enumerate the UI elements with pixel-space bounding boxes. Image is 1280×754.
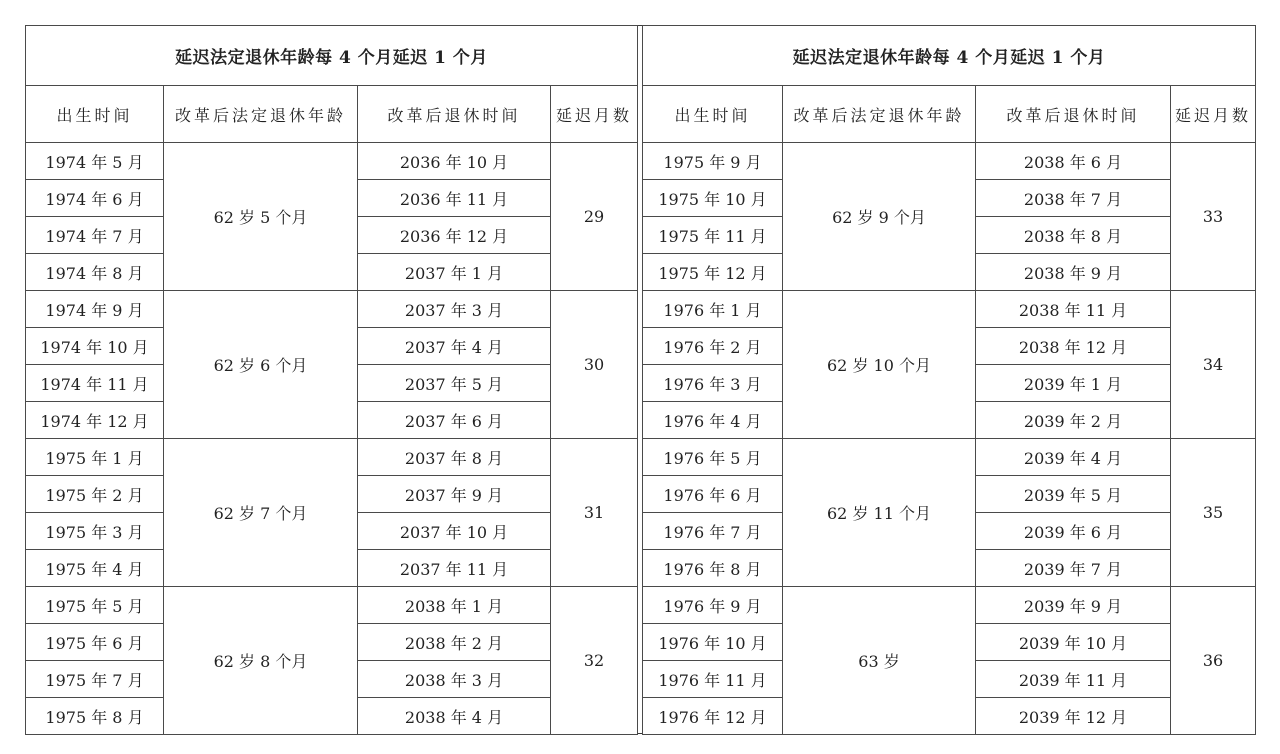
column-header-birth-date: 出生时间 <box>26 86 164 143</box>
retirement-age-cell: 62 岁 9 个月 <box>783 143 976 291</box>
retirement-date-cell: 2037 年 6 月 <box>358 402 551 439</box>
retirement-date-cell: 2039 年 6 月 <box>976 513 1171 550</box>
birth-date-cell: 1976 年 12 月 <box>643 698 783 735</box>
birth-date-cell: 1976 年 1 月 <box>643 291 783 328</box>
birth-date-cell: 1975 年 8 月 <box>26 698 164 735</box>
retirement-date-cell: 2039 年 12 月 <box>976 698 1171 735</box>
birth-date-cell: 1976 年 7 月 <box>643 513 783 550</box>
birth-date-cell: 1974 年 6 月 <box>26 180 164 217</box>
retirement-age-cell: 63 岁 <box>783 587 976 735</box>
retirement-table-left <box>25 25 638 735</box>
retirement-date-cell: 2039 年 5 月 <box>976 476 1171 513</box>
retirement-date-cell: 2038 年 12 月 <box>976 328 1171 365</box>
birth-date-cell: 1975 年 3 月 <box>26 513 164 550</box>
column-header-delay-months: 延迟月数 <box>551 86 638 143</box>
retirement-age-cell: 62 岁 7 个月 <box>164 439 358 587</box>
birth-date-cell: 1975 年 2 月 <box>26 476 164 513</box>
retirement-date-cell: 2036 年 12 月 <box>358 217 551 254</box>
retirement-date-cell: 2036 年 11 月 <box>358 180 551 217</box>
retirement-date-cell: 2038 年 7 月 <box>976 180 1171 217</box>
retirement-date-cell: 2037 年 3 月 <box>358 291 551 328</box>
birth-date-cell: 1975 年 11 月 <box>643 217 783 254</box>
retirement-date-cell: 2038 年 3 月 <box>358 661 551 698</box>
retirement-date-cell: 2039 年 1 月 <box>976 365 1171 402</box>
table-row <box>643 439 1256 476</box>
delay-months-cell: 30 <box>551 291 638 439</box>
retirement-date-cell: 2036 年 10 月 <box>358 143 551 180</box>
birth-date-cell: 1976 年 2 月 <box>643 328 783 365</box>
retirement-age-cell: 62 岁 11 个月 <box>783 439 976 587</box>
delay-months-cell: 31 <box>551 439 638 587</box>
delay-months-cell: 36 <box>1171 587 1256 735</box>
delay-months-cell: 33 <box>1171 143 1256 291</box>
table-row <box>643 587 1256 624</box>
birth-date-cell: 1974 年 5 月 <box>26 143 164 180</box>
column-header-delay-months: 延迟月数 <box>1171 86 1256 143</box>
retirement-date-cell: 2039 年 9 月 <box>976 587 1171 624</box>
birth-date-cell: 1976 年 3 月 <box>643 365 783 402</box>
birth-date-cell: 1974 年 11 月 <box>26 365 164 402</box>
retirement-date-cell: 2039 年 2 月 <box>976 402 1171 439</box>
delay-months-cell: 34 <box>1171 291 1256 439</box>
birth-date-cell: 1976 年 8 月 <box>643 550 783 587</box>
birth-date-cell: 1975 年 9 月 <box>643 143 783 180</box>
birth-date-cell: 1975 年 10 月 <box>643 180 783 217</box>
column-header-retirement-date: 改革后退休时间 <box>358 86 551 143</box>
table-row <box>26 291 638 328</box>
retirement-date-cell: 2038 年 2 月 <box>358 624 551 661</box>
table-row <box>26 587 638 624</box>
birth-date-cell: 1975 年 12 月 <box>643 254 783 291</box>
birth-date-cell: 1976 年 6 月 <box>643 476 783 513</box>
birth-date-cell: 1976 年 4 月 <box>643 402 783 439</box>
birth-date-cell: 1976 年 11 月 <box>643 661 783 698</box>
birth-date-cell: 1976 年 5 月 <box>643 439 783 476</box>
column-header-retirement-age: 改革后法定退休年龄 <box>783 86 976 143</box>
birth-date-cell: 1974 年 8 月 <box>26 254 164 291</box>
table-title: 延迟法定退休年龄每 4 个月延迟 1 个月 <box>26 26 638 86</box>
retirement-date-cell: 2037 年 5 月 <box>358 365 551 402</box>
retirement-date-cell: 2039 年 4 月 <box>976 439 1171 476</box>
delay-months-cell: 35 <box>1171 439 1256 587</box>
birth-date-cell: 1974 年 12 月 <box>26 402 164 439</box>
column-header-retirement-age: 改革后法定退休年龄 <box>164 86 358 143</box>
birth-date-cell: 1975 年 4 月 <box>26 550 164 587</box>
retirement-table-right <box>642 25 1256 735</box>
retirement-date-cell: 2038 年 6 月 <box>976 143 1171 180</box>
birth-date-cell: 1975 年 5 月 <box>26 587 164 624</box>
delay-months-cell: 29 <box>551 143 638 291</box>
retirement-age-cell: 62 岁 5 个月 <box>164 143 358 291</box>
retirement-date-cell: 2038 年 8 月 <box>976 217 1171 254</box>
retirement-date-cell: 2037 年 8 月 <box>358 439 551 476</box>
retirement-date-cell: 2038 年 11 月 <box>976 291 1171 328</box>
retirement-date-cell: 2037 年 9 月 <box>358 476 551 513</box>
birth-date-cell: 1974 年 9 月 <box>26 291 164 328</box>
retirement-date-cell: 2037 年 4 月 <box>358 328 551 365</box>
retirement-date-cell: 2039 年 10 月 <box>976 624 1171 661</box>
column-header-retirement-date: 改革后退休时间 <box>976 86 1171 143</box>
birth-date-cell: 1974 年 7 月 <box>26 217 164 254</box>
retirement-age-cell: 62 岁 6 个月 <box>164 291 358 439</box>
birth-date-cell: 1974 年 10 月 <box>26 328 164 365</box>
retirement-date-cell: 2039 年 7 月 <box>976 550 1171 587</box>
delay-months-cell: 32 <box>551 587 638 735</box>
birth-date-cell: 1975 年 1 月 <box>26 439 164 476</box>
table-row <box>643 291 1256 328</box>
retirement-date-cell: 2037 年 11 月 <box>358 550 551 587</box>
retirement-date-cell: 2038 年 9 月 <box>976 254 1171 291</box>
retirement-date-cell: 2037 年 1 月 <box>358 254 551 291</box>
retirement-date-cell: 2039 年 11 月 <box>976 661 1171 698</box>
birth-date-cell: 1975 年 7 月 <box>26 661 164 698</box>
birth-date-cell: 1975 年 6 月 <box>26 624 164 661</box>
table-row <box>26 143 638 180</box>
birth-date-cell: 1976 年 9 月 <box>643 587 783 624</box>
table-row <box>26 439 638 476</box>
retirement-date-cell: 2038 年 1 月 <box>358 587 551 624</box>
retirement-date-cell: 2038 年 4 月 <box>358 698 551 735</box>
table-title: 延迟法定退休年龄每 4 个月延迟 1 个月 <box>643 26 1256 86</box>
retirement-date-cell: 2037 年 10 月 <box>358 513 551 550</box>
retirement-age-cell: 62 岁 10 个月 <box>783 291 976 439</box>
table-row <box>643 143 1256 180</box>
column-header-birth-date: 出生时间 <box>643 86 783 143</box>
birth-date-cell: 1976 年 10 月 <box>643 624 783 661</box>
retirement-age-cell: 62 岁 8 个月 <box>164 587 358 735</box>
